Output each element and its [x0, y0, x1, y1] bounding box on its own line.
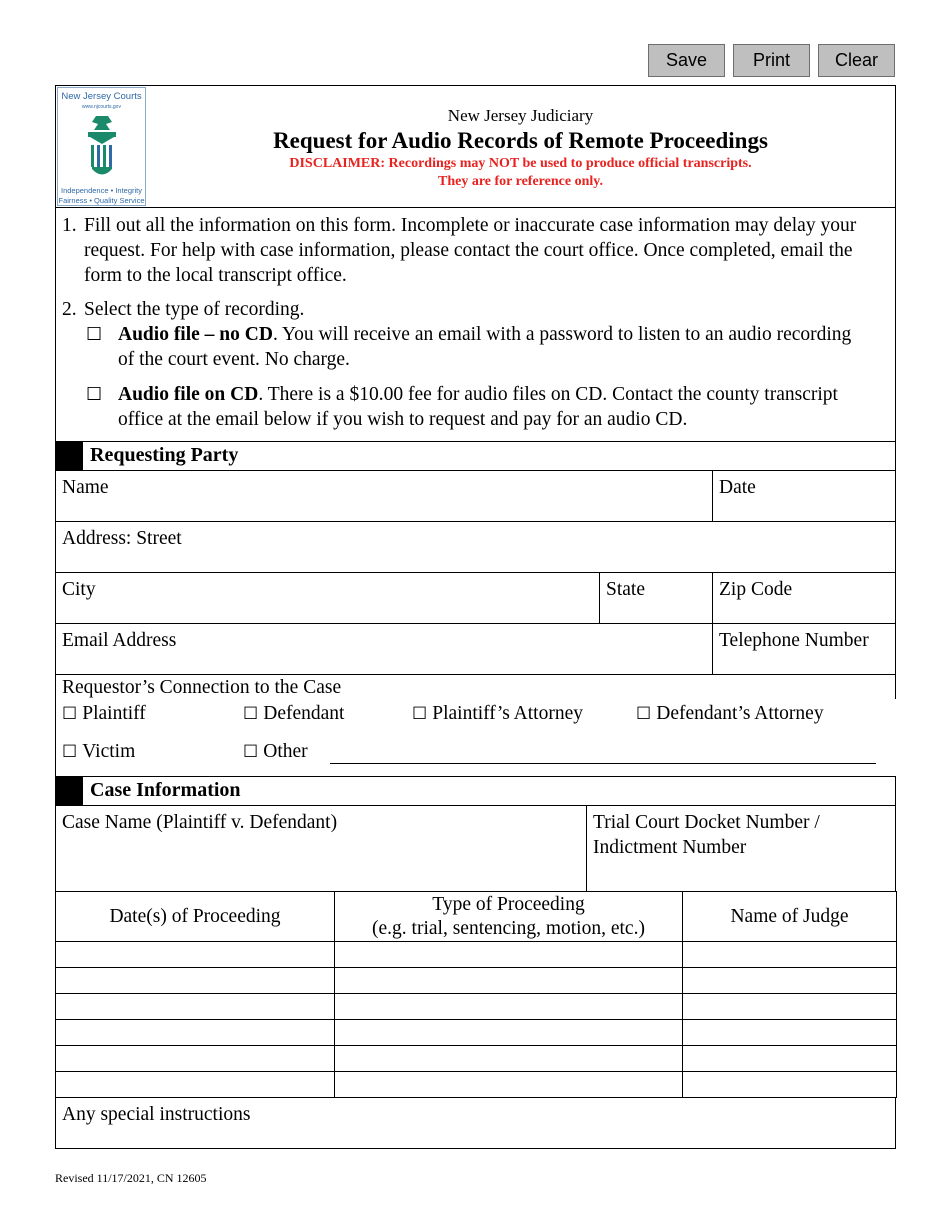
- date-cell[interactable]: [56, 968, 335, 994]
- field-label-line: Indictment Number: [593, 837, 747, 858]
- step-text: Fill out all the information on this form. Incomplete or inaccurate case information may delay your request. For help with case information, please contact the court office. Once completed, email the form to the local transcript office.: [84, 215, 857, 286]
- clear-button[interactable]: Clear: [818, 44, 895, 77]
- print-button[interactable]: Print: [733, 44, 810, 77]
- field-label: Telephone Number: [719, 630, 869, 651]
- field-label: Any special instructions: [62, 1104, 251, 1125]
- date-cell[interactable]: [56, 942, 335, 968]
- table-row: [56, 1046, 897, 1072]
- type-cell[interactable]: [335, 1072, 683, 1098]
- checkbox-icon: ☐: [62, 742, 78, 762]
- request-form: [55, 85, 896, 1149]
- connection-label: Requestor’s Connection to the Case: [62, 677, 342, 698]
- audio-no-cd-checkbox[interactable]: ☐: [86, 324, 103, 345]
- column-header-line: Type of Proceeding: [432, 893, 585, 915]
- case-name-field[interactable]: [56, 806, 586, 891]
- judge-cell[interactable]: [683, 968, 897, 994]
- date-field[interactable]: [712, 471, 895, 521]
- zip-code-field[interactable]: [712, 573, 895, 623]
- judge-cell[interactable]: [683, 1072, 897, 1098]
- field-label-line: Trial Court Docket Number /: [593, 812, 820, 833]
- date-cell[interactable]: [56, 1020, 335, 1046]
- row-name-date: [55, 471, 896, 522]
- date-cell[interactable]: [56, 1072, 335, 1098]
- checkbox-icon: ☐: [412, 704, 428, 724]
- type-cell[interactable]: [335, 942, 683, 968]
- street-field[interactable]: [56, 522, 895, 572]
- checkbox-label: Other: [263, 741, 308, 762]
- other-text-field[interactable]: [330, 763, 876, 764]
- plaintiff-checkbox[interactable]: [62, 703, 146, 725]
- city-field[interactable]: [56, 573, 599, 623]
- checkbox-label: Plaintiff: [82, 703, 146, 724]
- type-cell[interactable]: [335, 1046, 683, 1072]
- row-special-instructions: [55, 1098, 896, 1149]
- checkbox-label: Plaintiff’s Attorney: [432, 703, 584, 724]
- column-header-judge: Name of Judge: [683, 892, 897, 942]
- step-number: 1.: [62, 215, 77, 236]
- row-case-name-docket: [55, 806, 896, 892]
- disclaimer-line: They are for reference only.: [438, 174, 603, 189]
- victim-checkbox[interactable]: [62, 741, 135, 763]
- instruction-step-1: [62, 213, 865, 288]
- field-label: Email Address: [62, 630, 177, 651]
- checkbox-label: Defendant’s Attorney: [656, 703, 824, 724]
- organization-name: New Jersey Judiciary: [447, 106, 594, 125]
- option-description: . There is a $10.00 fee for audio files on CD. Contact the county transcript office at the email below if you wish to request and pay for an audio CD.: [118, 384, 838, 430]
- type-cell[interactable]: [335, 968, 683, 994]
- nj-courts-logo: [57, 87, 146, 206]
- option-title: Audio file – no CD: [118, 324, 273, 345]
- section-label: Case Information: [90, 779, 241, 801]
- form-title: Request for Audio Records of Remote Proceedings: [273, 128, 768, 153]
- defendant-checkbox[interactable]: [243, 703, 344, 725]
- judge-cell[interactable]: [683, 1046, 897, 1072]
- judge-cell[interactable]: [683, 994, 897, 1020]
- option-audio-no-cd: [86, 322, 865, 372]
- checkbox-icon: ☐: [243, 704, 259, 724]
- field-label: Zip Code: [719, 579, 793, 600]
- proceedings-table: [55, 891, 897, 1098]
- form-header: [55, 85, 896, 208]
- disclaimer-line: DISCLAIMER: Recordings may NOT be used to produce official transcripts.: [289, 156, 752, 171]
- logo-tagline: Independence • Integrity: [60, 186, 143, 195]
- field-label: City: [62, 579, 96, 600]
- section-case-information: [55, 776, 896, 806]
- toolbar: [648, 44, 895, 77]
- type-cell[interactable]: [335, 994, 683, 1020]
- state-field[interactable]: [599, 573, 712, 623]
- row-city-state-zip: [55, 573, 896, 624]
- checkbox-label: Victim: [82, 741, 136, 762]
- section-marker: [56, 442, 83, 470]
- section-marker: [56, 777, 83, 805]
- field-label: Date: [719, 477, 756, 498]
- row-street: [55, 522, 896, 573]
- divider: [895, 675, 896, 699]
- section-label: Requesting Party: [90, 444, 239, 466]
- field-label: Case Name (Plaintiff v. Defendant): [62, 812, 338, 833]
- connection-to-case: [55, 675, 896, 776]
- special-instructions-field[interactable]: [56, 1098, 895, 1148]
- table-row: [56, 994, 897, 1020]
- instructions: [55, 208, 896, 441]
- table-row: [56, 942, 897, 968]
- checkbox-icon: ☐: [243, 742, 259, 762]
- other-checkbox[interactable]: [243, 741, 308, 763]
- field-label: State: [606, 579, 645, 600]
- audio-on-cd-checkbox[interactable]: ☐: [86, 384, 103, 405]
- name-field[interactable]: [56, 471, 712, 521]
- option-text: [86, 382, 865, 432]
- logo-tagline: Fairness • Quality Service: [58, 196, 145, 205]
- table-row: [56, 1072, 897, 1098]
- checkbox-icon: ☐: [62, 704, 78, 724]
- row-email-phone: [55, 624, 896, 675]
- option-audio-on-cd: [86, 382, 865, 432]
- column-header-line: (e.g. trial, sentencing, motion, etc.): [372, 917, 645, 939]
- date-cell[interactable]: [56, 994, 335, 1020]
- plaintiffs-attorney-checkbox[interactable]: [412, 703, 583, 725]
- step-number: 2.: [62, 299, 77, 320]
- defendants-attorney-checkbox[interactable]: [636, 703, 824, 725]
- column-header-type: [335, 892, 683, 942]
- type-cell[interactable]: [335, 1020, 683, 1046]
- instruction-step-2: [62, 297, 865, 322]
- field-label: Address: Street: [62, 528, 182, 549]
- section-requesting-party: [55, 441, 896, 471]
- email-field[interactable]: [56, 624, 712, 674]
- table-row: [56, 1020, 897, 1046]
- docket-number-field[interactable]: [586, 806, 895, 891]
- judge-cell[interactable]: [683, 1020, 897, 1046]
- judge-cell[interactable]: [683, 942, 897, 968]
- checkbox-label: Defendant: [263, 703, 345, 724]
- option-description: . You will receive an email with a password to listen to an audio recording of the court event. No charge.: [118, 324, 852, 370]
- step-text: Select the type of recording.: [84, 299, 305, 320]
- save-button[interactable]: Save: [648, 44, 725, 77]
- revision-footer: Revised 11/17/2021, CN 12605: [55, 1171, 207, 1185]
- option-text: [86, 322, 865, 372]
- field-label: Name: [62, 477, 109, 498]
- table-row: [56, 968, 897, 994]
- date-cell[interactable]: [56, 1046, 335, 1072]
- field-label: [593, 810, 820, 860]
- logo-url: www.njcourts.gov: [82, 104, 121, 110]
- column-header-dates: Date(s) of Proceeding: [56, 892, 335, 942]
- logo-title: New Jersey Courts: [61, 91, 142, 102]
- checkbox-icon: ☐: [636, 704, 652, 724]
- table-header-row: [56, 892, 897, 942]
- option-title: Audio file on CD: [118, 384, 259, 405]
- telephone-field[interactable]: [712, 624, 895, 674]
- courthouse-emblem-icon: [82, 114, 122, 180]
